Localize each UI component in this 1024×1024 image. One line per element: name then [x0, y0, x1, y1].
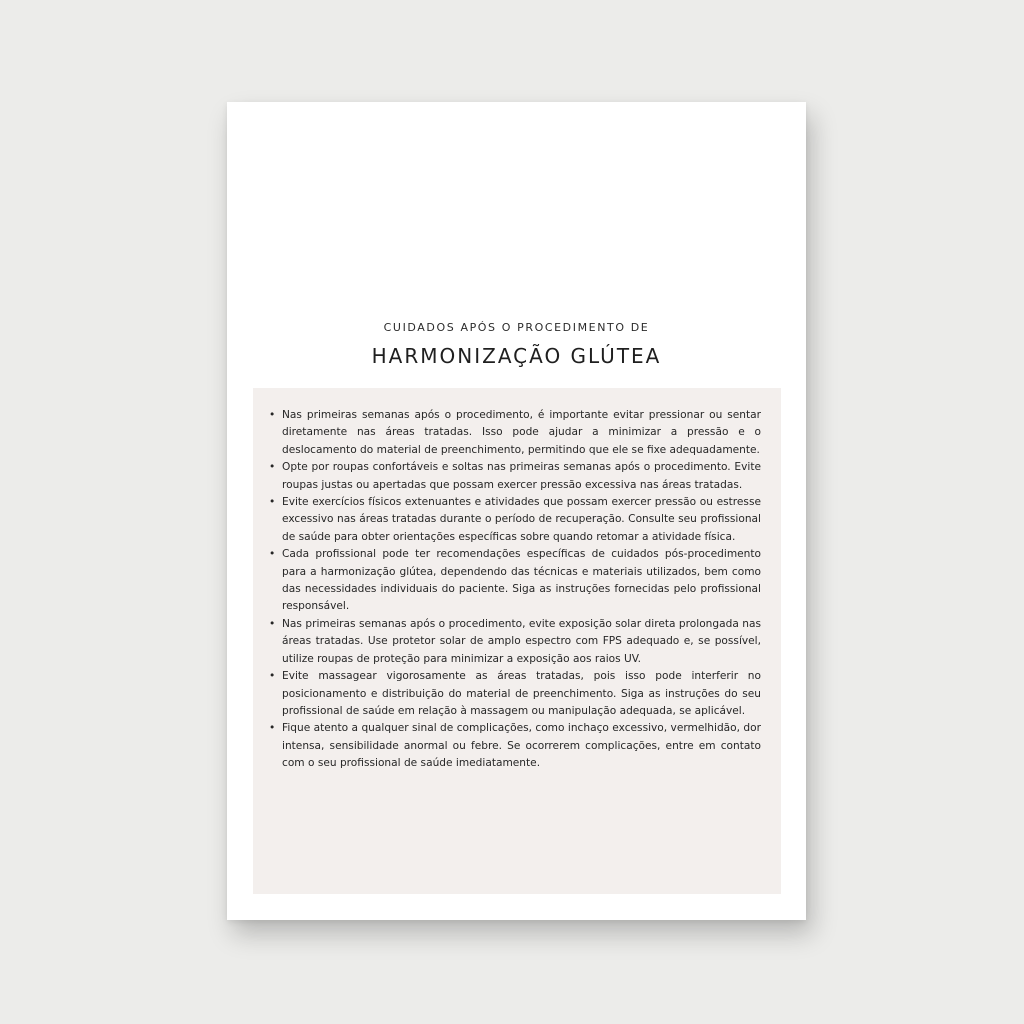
care-tip-item: [269, 616, 761, 668]
bullet-icon: •: [269, 617, 276, 630]
bullet-icon: •: [269, 496, 276, 509]
care-tip-item: [269, 546, 761, 616]
bullet-icon: •: [269, 409, 276, 421]
care-tip-text: Nas primeiras semanas após o procedimento, evite exposição solar direta prolongada nas áreas tratadas. Use protetor solar de amplo espectro com FPS adequado e, se possível, utilize roupas de proteção para minimizar a exposição aos raios UV.: [282, 617, 761, 665]
bullet-icon: •: [269, 670, 276, 683]
care-tips-box: [253, 388, 781, 894]
care-tip-text: Opte por roupas confortáveis e soltas nas primeiras semanas após o procedimento. Evite roupas justas ou apertadas que possam exercer pressão excessiva nas áreas tratadas.: [282, 461, 761, 491]
document-sheet: [227, 102, 806, 920]
care-tip-text: Cada profissional pode ter recomendações específicas de cuidados pós-procedimento para a harmonização glútea, dependendo das técnicas e materiais utilizados, bem como das necessidades individuais do paciente. Siga as instruções fornecidas pelo profissional responsável.: [282, 548, 761, 613]
bullet-icon: •: [269, 461, 276, 474]
care-tip-text: Fique atento a qualquer sinal de complicações, como inchaço excessivo, vermelhidão, dor intensa, sensibilidade anormal ou febre. Se ocorrerem complicações, entre em contato com o seu profissional de saúde imediatamente.: [282, 722, 761, 770]
care-tip-text: Evite exercícios físicos extenuantes e atividades que possam exercer pressão ou estresse excessivo nas áreas tratadas durante o período de recuperação. Consulte seu profissional de saúde para obter orientações específicas sobre quando retomar a atividade física.: [282, 496, 761, 543]
care-tips-list: [269, 407, 761, 773]
bullet-icon: •: [269, 548, 276, 561]
care-tip-text: Nas primeiras semanas após o procedimento, é importante evitar pressionar ou sentar diretamente nas áreas tratadas. Isso pode ajudar a minimizar a pressão e o deslocamento do material de preenchimento, permitindo que ele se fixe adequadamente.: [282, 409, 761, 456]
document-subtitle: CUIDADOS APÓS O PROCEDIMENTO DE: [383, 321, 650, 334]
care-tip-item: [269, 668, 761, 720]
care-tip-text: Evite massagear vigorosamente as áreas tratadas, pois isso pode interferir no posicionamento e distribuição do material de preenchimento. Siga as instruções do seu profissional de saúde em relação à massagem ou manipulação adequada, se aplicável.: [282, 670, 761, 717]
care-tip-item: [269, 459, 761, 494]
bullet-icon: •: [269, 722, 276, 735]
care-tip-item: [269, 494, 761, 546]
document-title: HARMONIZAÇÃO GLÚTEA: [371, 344, 662, 368]
care-tip-item: [269, 720, 761, 772]
care-tip-item: [269, 407, 761, 459]
